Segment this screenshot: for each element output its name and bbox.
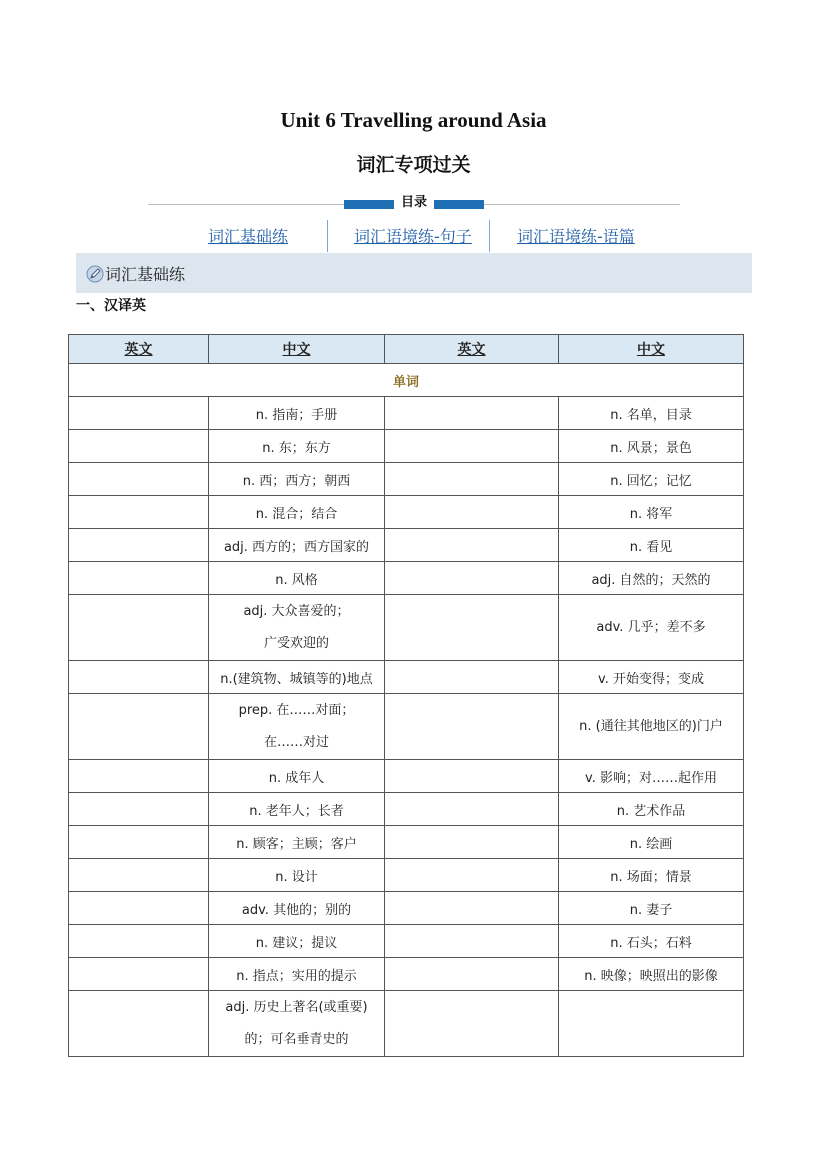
chinese-meaning-cell (559, 694, 744, 760)
document-title: Unit 6 Travelling around Asia (280, 108, 547, 132)
toc-title: 目录 (394, 194, 434, 212)
table-row (69, 595, 744, 661)
english-answer-cell[interactable] (385, 760, 559, 793)
chinese-meaning-cell (559, 925, 744, 958)
chinese-meaning-cell (559, 397, 744, 430)
chinese-meaning-text: n. 设计 (275, 869, 318, 885)
chinese-meaning-text: n. 老年人；长者 (249, 803, 344, 819)
chinese-meaning-cell (559, 529, 744, 562)
document-subtitle: 词汇专项过关 (356, 154, 471, 176)
english-answer-cell[interactable] (385, 595, 559, 661)
chinese-meaning-text: n. 将军 (629, 506, 673, 522)
chinese-meaning-cell (209, 958, 385, 991)
chinese-meaning-cell (209, 430, 385, 463)
chinese-meaning-cell (209, 397, 385, 430)
chinese-meaning-cell (559, 826, 744, 859)
table-row (69, 793, 744, 826)
chinese-meaning-text: n. 石头；石料 (610, 935, 692, 951)
chinese-meaning-text: prep. 在……对面； (238, 702, 355, 718)
chinese-meaning-cell (559, 496, 744, 529)
english-answer-cell[interactable] (385, 661, 559, 694)
chinese-meaning-cell (209, 760, 385, 793)
english-answer-cell[interactable] (69, 562, 209, 595)
chinese-meaning-text: 广受欢迎的 (263, 635, 329, 651)
chinese-meaning-text: adv. 其他的；别的 (241, 902, 352, 918)
table-row (69, 562, 744, 595)
toc-links (0, 220, 827, 252)
chinese-meaning-text: n. 成年人 (268, 770, 325, 786)
chinese-meaning-cell (209, 793, 385, 826)
chinese-meaning-cell (559, 958, 744, 991)
chinese-meaning-text: v. 开始变得；变成 (598, 671, 704, 687)
english-answer-cell[interactable] (69, 793, 209, 826)
chinese-meaning-text: n. 建议；提议 (255, 935, 338, 951)
chinese-meaning-cell (559, 991, 744, 1057)
table-row (69, 760, 744, 793)
english-answer-cell[interactable] (385, 529, 559, 562)
chinese-meaning-cell (559, 430, 744, 463)
english-answer-cell[interactable] (69, 826, 209, 859)
toc-link-basic[interactable]: 词汇基础练 (208, 227, 289, 246)
section-header (76, 253, 752, 293)
english-answer-cell[interactable] (385, 793, 559, 826)
english-answer-cell[interactable] (385, 859, 559, 892)
table-row (69, 397, 744, 430)
chinese-meaning-text: n. 场面；情景 (610, 869, 692, 885)
chinese-meaning-text: n. 妻子 (629, 902, 673, 918)
vocab-table (68, 334, 744, 1057)
chinese-meaning-cell (209, 826, 385, 859)
english-answer-cell[interactable] (69, 463, 209, 496)
column-header-english: 英文 (385, 335, 559, 364)
english-answer-cell[interactable] (69, 496, 209, 529)
chinese-meaning-text: n. 指点；实用的提示 (236, 968, 357, 984)
chinese-meaning-cell (559, 595, 744, 661)
chinese-meaning-text: n. 绘画 (629, 836, 673, 852)
chinese-meaning-cell (209, 892, 385, 925)
english-answer-cell[interactable] (385, 958, 559, 991)
column-header-chinese: 中文 (209, 335, 385, 364)
chinese-meaning-text: n. 映像；映照出的影像 (584, 968, 718, 984)
chinese-meaning-text: adj. 西方的；西方国家的 (223, 539, 370, 555)
table-row (69, 859, 744, 892)
chinese-meaning-text: v. 影响；对……起作用 (585, 770, 717, 786)
chinese-meaning-cell (559, 892, 744, 925)
table-row (69, 661, 744, 694)
chinese-meaning-text: n. 西；西方；朝西 (242, 473, 351, 489)
group-label: 单词 (69, 364, 744, 397)
chinese-meaning-cell (209, 595, 385, 661)
chinese-meaning-cell (209, 991, 385, 1057)
chinese-meaning-text: n. 风格 (275, 572, 318, 588)
chinese-meaning-cell (209, 694, 385, 760)
english-answer-cell[interactable] (385, 925, 559, 958)
toc-separator (489, 220, 490, 252)
english-answer-cell[interactable] (69, 595, 209, 661)
english-answer-cell[interactable] (69, 991, 209, 1057)
chinese-meaning-text: n. 顾客；主顾；客户 (236, 836, 357, 852)
chinese-meaning-text: n. 看见 (629, 539, 673, 555)
chinese-meaning-cell (209, 463, 385, 496)
english-answer-cell[interactable] (69, 694, 209, 760)
english-answer-cell[interactable] (385, 826, 559, 859)
chinese-meaning-cell (209, 925, 385, 958)
english-answer-cell[interactable] (385, 694, 559, 760)
chinese-meaning-text: n.(建筑物、城镇等的)地点 (220, 671, 373, 687)
toc-separator (327, 220, 328, 252)
chinese-meaning-text: n. (通往其他地区的)门户 (579, 718, 723, 734)
column-header-english: 英文 (69, 335, 209, 364)
chinese-meaning-text: n. 混合；结合 (255, 506, 338, 522)
chinese-meaning-text: 的；可名垂青史的 (244, 1031, 349, 1047)
chinese-meaning-cell (559, 562, 744, 595)
table-row (69, 430, 744, 463)
chinese-meaning-cell (559, 760, 744, 793)
chinese-meaning-cell (209, 529, 385, 562)
table-row (69, 694, 744, 760)
chinese-meaning-cell (559, 859, 744, 892)
chinese-meaning-cell (559, 463, 744, 496)
chinese-meaning-text: n. 回忆；记忆 (610, 473, 692, 489)
table-row (69, 496, 744, 529)
english-answer-cell[interactable] (69, 760, 209, 793)
chinese-meaning-cell (209, 496, 385, 529)
table-row (69, 892, 744, 925)
chinese-meaning-cell (209, 859, 385, 892)
english-answer-cell[interactable] (69, 529, 209, 562)
chinese-meaning-text: n. 指南；手册 (255, 407, 338, 423)
toc-link-passage[interactable]: 词汇语境练-语篇 (517, 227, 635, 246)
chinese-meaning-text: n. 东；东方 (262, 440, 331, 456)
table-row (69, 463, 744, 496)
section-title: 词汇基础练 (105, 265, 186, 284)
table-row (69, 958, 744, 991)
chinese-meaning-text: adj. 自然的；天然的 (591, 572, 711, 588)
chinese-meaning-text: adj. 大众喜爱的； (243, 603, 350, 619)
toc-link-sentence[interactable]: 词汇语境练-句子 (354, 227, 472, 246)
english-answer-cell[interactable] (69, 892, 209, 925)
chinese-meaning-text: adj. 历史上著名(或重要) (225, 999, 368, 1015)
english-answer-cell[interactable] (69, 859, 209, 892)
english-answer-cell[interactable] (69, 925, 209, 958)
table-row (69, 529, 744, 562)
chinese-meaning-cell (559, 793, 744, 826)
english-answer-cell[interactable] (385, 892, 559, 925)
chinese-meaning-cell (209, 562, 385, 595)
english-answer-cell[interactable] (385, 430, 559, 463)
english-answer-cell[interactable] (385, 397, 559, 430)
english-answer-cell[interactable] (69, 430, 209, 463)
chinese-meaning-text: n. 风景；景色 (610, 440, 692, 456)
pencil-icon (86, 265, 104, 287)
exercise-heading: 一、汉译英 (76, 298, 146, 314)
table-row (69, 925, 744, 958)
table-row (69, 826, 744, 859)
chinese-meaning-text: n. 名单，目录 (610, 407, 692, 423)
english-answer-cell[interactable] (385, 991, 559, 1057)
english-answer-cell[interactable] (385, 562, 559, 595)
table-row (69, 991, 744, 1057)
english-answer-cell[interactable] (385, 463, 559, 496)
column-header-chinese: 中文 (559, 335, 744, 364)
chinese-meaning-cell (559, 661, 744, 694)
chinese-meaning-text: adv. 几乎；差不多 (596, 619, 706, 635)
chinese-meaning-text: 在……对过 (263, 734, 329, 750)
english-answer-cell[interactable] (69, 397, 209, 430)
chinese-meaning-text: n. 艺术作品 (616, 803, 686, 819)
english-answer-cell[interactable] (69, 958, 209, 991)
chinese-meaning-cell (209, 661, 385, 694)
english-answer-cell[interactable] (69, 661, 209, 694)
english-answer-cell[interactable] (385, 496, 559, 529)
